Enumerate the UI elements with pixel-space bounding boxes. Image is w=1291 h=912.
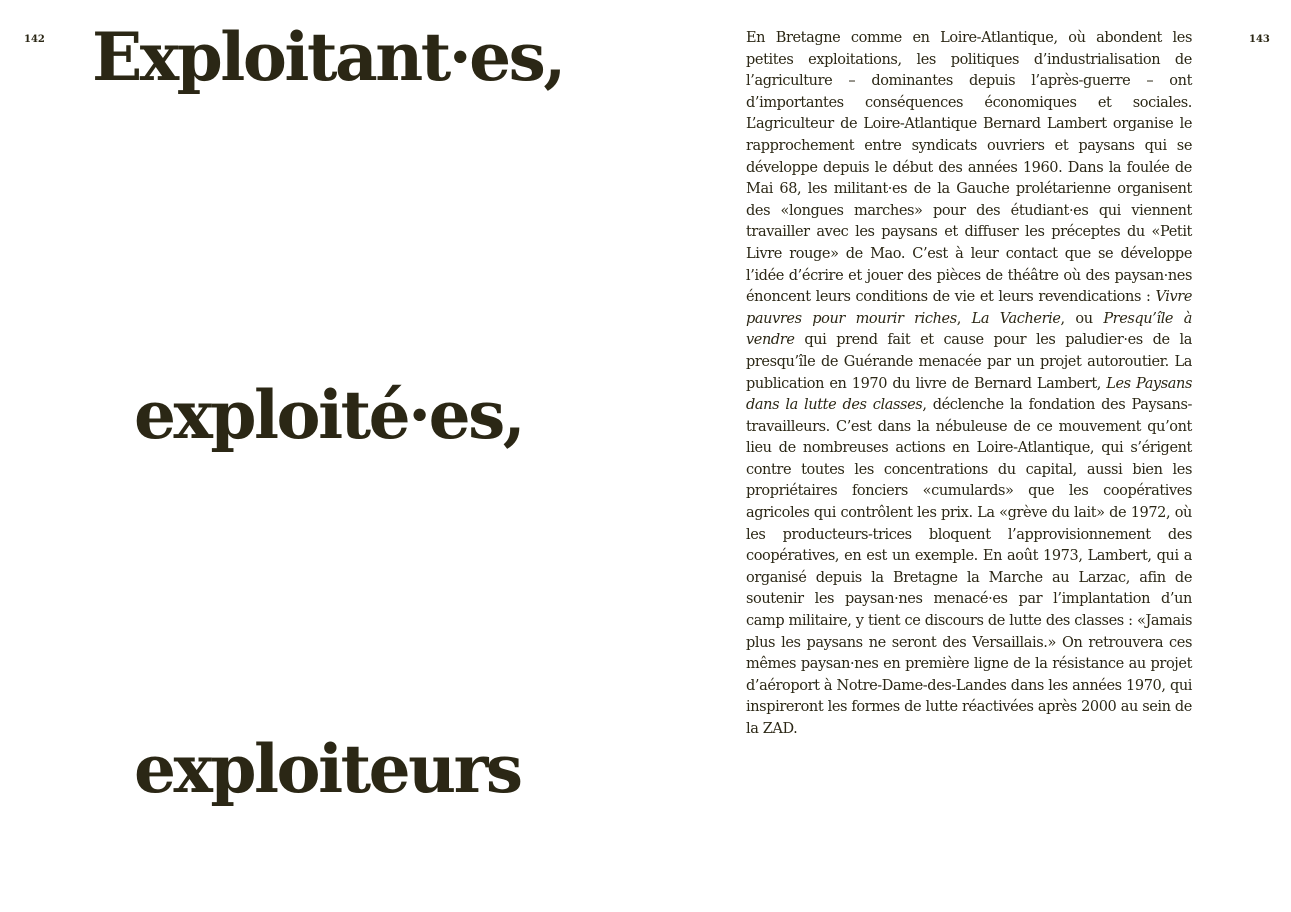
- body-text-segment: ,: [956, 310, 972, 327]
- body-paragraph: [746, 28, 1192, 741]
- book-title-les-paysans: Les Paysans dans la lutte des classes: [746, 375, 1192, 414]
- headline-exploitant-es: Exploitant·es,: [92, 18, 564, 96]
- page-number-right: 143: [1249, 34, 1270, 45]
- page-number-left: 142: [24, 34, 45, 45]
- play-title-presquile: Presqu’île à vendre: [746, 310, 1192, 349]
- body-text-segment: En Bretagne comme en Loire-Atlantique, où abondent les petites exploitations, les politiques d’industrialisation de l’agriculture – dominantes depuis l’après-guerre – ont d’importantes conséquences économiques et sociales. L’agriculteur de Loire-Atlantique Bernard Lambert organise le rapprochement entre syndicats ouvriers et paysans qui se développe depuis le début des années 1960. Dans la foulée de Mai 68, les militant·es de la Gauche prolétarienne organisent des «longues marches» pour des étudiant·es qui viennent travailler avec les paysans et diffuser les préceptes du «Petit Livre rouge» de Mao. C’est à leur contact que se développe l’idée d’écrire et jouer des pièces de théâtre où des paysan·nes énoncent leurs conditions de vie et leurs revendications :: [746, 30, 1192, 306]
- body-text-segment: qui prend fait et cause pour les paludier·es de la presqu’île de Guérande menacée par un projet autoroutier. La publication en 1970 du livre de Bernard Lambert,: [746, 332, 1192, 392]
- play-title-vivre-pauvres: Vivre pauvres pour mourir riches: [746, 289, 1192, 327]
- headline-exploiteurs: exploiteurs: [134, 730, 521, 808]
- play-title-la-vacherie: La Vacherie: [971, 310, 1061, 327]
- headline-exploite-es: exploité·es,: [134, 376, 524, 454]
- body-text-segment: , déclenche la fondation des Paysans-travailleurs. C’est dans la nébuleuse de ce mouvement qu’ont lieu de nombreuses actions en Loire-Atlantique, qui s’érigent contre toutes les concentrations du capital, aussi bien les propriétaires fonciers «cumulards» que les coopératives agricoles qui contrôlent les prix. La «grève du lait» de 1972, où les producteurs-trices bloquent l’approvisionnement des coopératives, en est un exemple. En août 1973, Lambert, qui a organisé depuis la Bretagne la Marche au Larzac, afin de soutenir les paysan·nes menacé·es par l’implantation d’un camp militaire, y tient ce discours de lutte des classes : «Jamais plus les paysans ne seront des Versaillais.» On retrouvera ces mêmes paysan·nes en première ligne de la résistance au projet d’aéroport à Notre-Dame-des-Landes dans les années 1970, qui inspireront les formes de lutte réactivées après 2000 au sein de la ZAD.: [746, 397, 1193, 737]
- body-text-segment: , ou: [1060, 310, 1104, 327]
